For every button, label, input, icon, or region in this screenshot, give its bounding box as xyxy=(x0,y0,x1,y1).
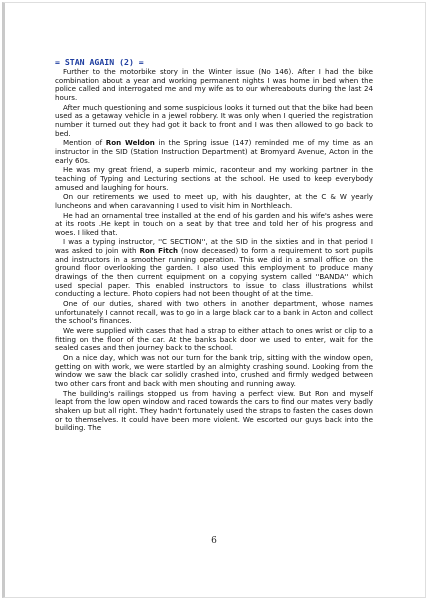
paragraph-text: in the Spring issue (147) reminded me of my time as an instructor in the SID (Station Instruction Department) at Bromyard Avenue, Acton in the early 60s. xyxy=(55,138,373,165)
paragraph xyxy=(55,238,373,299)
paragraph xyxy=(55,354,373,389)
paragraph xyxy=(55,300,373,326)
paragraph-text: On a nice day, which was not our turn for the bank trip, sitting with the window open, getting on with work, we were startled by an almighty crashing sound. Looking from the window we saw the black car solidly crashed into, crushed and firmly wedged between two other cars front and back with men shouting and running away. xyxy=(55,353,373,388)
paragraph xyxy=(55,193,373,210)
person-name: Ron Fitch xyxy=(139,246,179,256)
paragraph xyxy=(55,166,373,192)
article-paragraphs xyxy=(55,68,373,433)
page-number: 6 xyxy=(211,536,217,546)
article-body xyxy=(55,57,373,434)
paragraph xyxy=(55,68,373,103)
paragraph-text: Mention of xyxy=(63,138,106,148)
paragraph xyxy=(55,390,373,433)
paragraph-text: One of our duties, shared with two others in another department, whose names unfortunately I cannot recall, was to go in a large black car to a bank in Acton and collect the school's finances. xyxy=(55,299,373,326)
paragraph-text: After much questioning and some suspicious looks it turned out that the bike had been used as a getaway vehicle in a jewel robbery. It was only when I queried the registration number it turned out they had got it back to front and I was then allowed to go back to bed. xyxy=(55,102,373,138)
paragraph xyxy=(55,327,373,353)
paragraph-text: On our retirements we used to meet up, with his daughter, at the C & W yearly luncheons and when caravanning I used to visit him in Northleach. xyxy=(55,192,373,210)
paragraph xyxy=(55,212,373,238)
person-name: Ron Weldon xyxy=(105,138,155,148)
paragraph-text: He was my great friend, a superb mimic, raconteur and my working partner in the teaching of Typing and Lecturing sections at the school. He used to keep everybody amused and laughing for hours. xyxy=(55,165,373,192)
paragraph-text: (now deceased) to form a requirement to sort pupils and instructors in a smoother running operation. This we did in a small office on the ground floor overlooking the garden. I also used this employment to produce many drawings of the then current equipment on a copying system called ''BANDA'' which used special paper. This enabled instructors to issue to class illustrations whilst conducting a lecture. Photo copiers had not been thought of at the time. xyxy=(55,246,373,299)
paragraph xyxy=(55,139,373,165)
paragraph-text: Further to the motorbike story in the Winter issue (No 146). After I had the bike combination about a year and working permanent nights I was home in bed when the police called and interrogated me and my wife as to our whereabouts during the last 24 hours. xyxy=(55,67,373,102)
paragraph-text: He had an ornamental tree installed at the end of his garden and his wife's ashes were at its roots .He kept in touch on a seat by that tree and told her of his progress and woes. I liked that. xyxy=(55,210,373,237)
paragraph-text: I was a typing instructor, ''C SECTION'', at the SID in the sixties and in that period I was asked to join with xyxy=(55,237,373,256)
paragraph-text: The building's railings stopped us from having a perfect view. But Ron and myself leapt from the low open window and raced towards the cars to find our mates very badly shaken up but all right. They hadn't fortunately used the straps to fasten the cases down or to themselves. It could have been more violent. We escorted our guys back into the building. The xyxy=(55,388,373,433)
paragraph xyxy=(55,104,373,139)
article-heading: = STAN AGAIN (2) = xyxy=(55,57,144,67)
paragraph-text: We were supplied with cases that had a strap to either attach to ones wrist or clip to a fitting on the floor of the car. At the banks back door we used to enter, wait for the sealed cases and then journey back to the school. xyxy=(55,326,373,353)
